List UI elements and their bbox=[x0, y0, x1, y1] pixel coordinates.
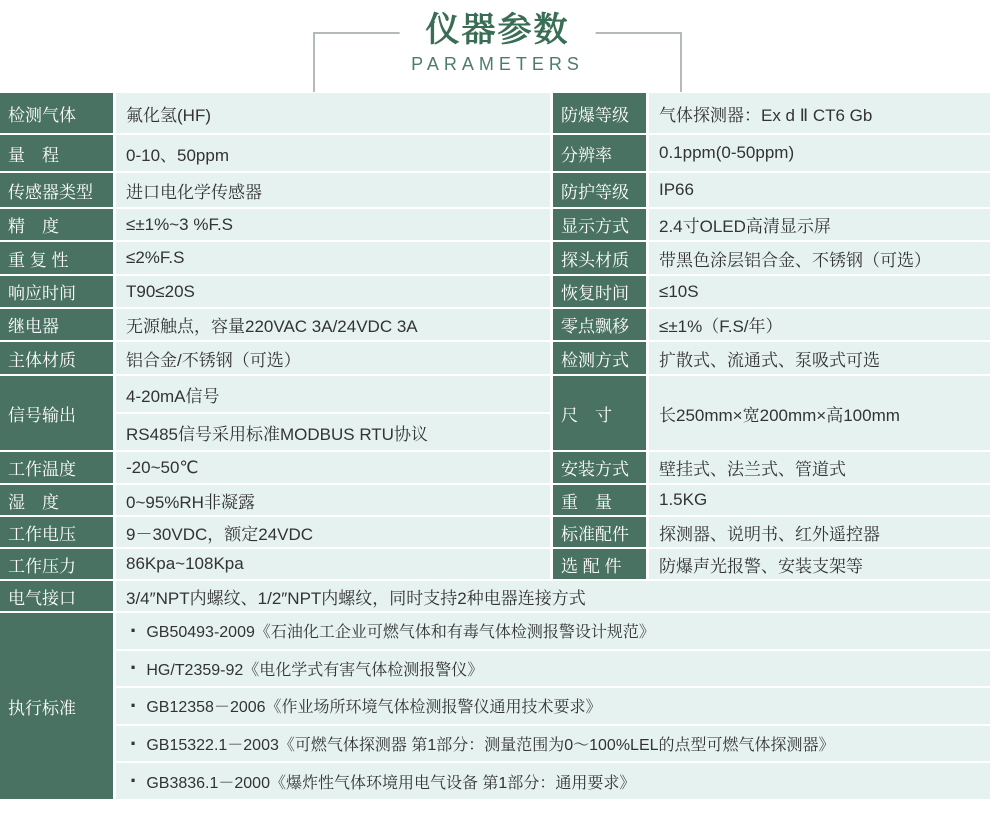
params-table bbox=[0, 93, 990, 799]
spec-value: T90≤20S bbox=[116, 276, 550, 307]
bullet-icon: · bbox=[130, 692, 138, 718]
standards-list bbox=[116, 613, 990, 799]
spec-value: -20~50℃ bbox=[116, 452, 550, 483]
spec-value: 86Kpa~108Kpa bbox=[116, 549, 550, 579]
spec-label: 工作压力 bbox=[0, 549, 113, 579]
spec-label: 湿 度 bbox=[0, 485, 113, 515]
spec-label: 防护等级 bbox=[553, 173, 646, 207]
spec-value: 4-20mA信号 bbox=[116, 376, 550, 412]
spec-label: 工作温度 bbox=[0, 452, 113, 483]
spec-label: 重 复 性 bbox=[0, 242, 113, 274]
spec-value: RS485信号采用标准MODBUS RTU协议 bbox=[116, 414, 550, 450]
spec-value: 0.1ppm(0-50ppm) bbox=[649, 135, 990, 171]
standard-item bbox=[116, 763, 990, 799]
spec-value: ≤10S bbox=[649, 276, 990, 307]
spec-label: 显示方式 bbox=[553, 209, 646, 240]
spec-label: 安装方式 bbox=[553, 452, 646, 483]
spec-value: 无源触点，容量220VAC 3A/24VDC 3A bbox=[116, 309, 550, 340]
spec-label: 零点飘移 bbox=[553, 309, 646, 340]
spec-label: 工作电压 bbox=[0, 517, 113, 547]
spec-value: 气体探测器：Ex d Ⅱ CT6 Gb bbox=[649, 93, 990, 133]
spec-label: 分辨率 bbox=[553, 135, 646, 171]
spec-value: 长250mm×宽200mm×高100mm bbox=[649, 376, 990, 450]
spec-value: 3/4″NPT内螺纹、1/2″NPT内螺纹，同时支持2种电器连接方式 bbox=[116, 581, 990, 611]
title-bracket bbox=[313, 11, 682, 92]
spec-value: ≤±1%（F.S/年） bbox=[649, 309, 990, 340]
spec-value: 1.5KG bbox=[649, 485, 990, 515]
spec-label: 量 程 bbox=[0, 135, 113, 171]
spec-value: 0-10、50ppm bbox=[116, 135, 550, 171]
spec-value: IP66 bbox=[649, 173, 990, 207]
page-title bbox=[399, 7, 596, 75]
standard-text: GB15322.1－2003《可燃气体探测器 第1部分：测量范围为0～100%LEL的点型可燃气体探测器》 bbox=[146, 737, 835, 755]
standard-text: HG/T2359-92《电化学式有害气体检测报警仪》 bbox=[146, 661, 484, 679]
spec-value: 9－30VDC，额定24VDC bbox=[116, 517, 550, 547]
standard-text: GB50493-2009《石油化工企业可燃气体和有毒气体检测报警设计规范》 bbox=[146, 624, 655, 642]
spec-label: 响应时间 bbox=[0, 276, 113, 307]
spec-value: 0~95%RH非凝露 bbox=[116, 485, 550, 515]
spec-label: 探头材质 bbox=[553, 242, 646, 274]
spec-value: 探测器、说明书、红外遥控器 bbox=[649, 517, 990, 547]
standard-text: GB12358－2006《作业场所环境气体检测报警仪通用技术要求》 bbox=[146, 699, 602, 717]
spec-label: 主体材质 bbox=[0, 342, 113, 374]
spec-label: 尺 寸 bbox=[553, 376, 646, 450]
standard-item bbox=[116, 726, 990, 762]
spec-value: 带黑色涂层铝合金、不锈钢（可选） bbox=[649, 242, 990, 274]
spec-value: 防爆声光报警、安装支架等 bbox=[649, 549, 990, 579]
bullet-icon: · bbox=[130, 730, 138, 756]
spec-label: 标准配件 bbox=[553, 517, 646, 547]
spec-label: 电气接口 bbox=[0, 581, 113, 611]
page-title-en: PARAMETERS bbox=[411, 54, 584, 74]
standard-item bbox=[116, 688, 990, 724]
spec-label: 继电器 bbox=[0, 309, 113, 340]
bullet-icon: · bbox=[130, 655, 138, 681]
spec-label: 选 配 件 bbox=[553, 549, 646, 579]
spec-label: 检测气体 bbox=[0, 93, 113, 133]
spec-label: 精 度 bbox=[0, 209, 113, 240]
spec-label: 传感器类型 bbox=[0, 173, 113, 207]
spec-label: 恢复时间 bbox=[553, 276, 646, 307]
standard-item bbox=[116, 651, 990, 687]
spec-value: 进口电化学传感器 bbox=[116, 173, 550, 207]
spec-value: 氟化氢(HF) bbox=[116, 93, 550, 133]
spec-label: 防爆等级 bbox=[553, 93, 646, 133]
standard-text: GB3836.1－2000《爆炸性气体环境用电气设备 第1部分：通用要求》 bbox=[146, 774, 636, 792]
spec-value: 2.4寸OLED高清显示屏 bbox=[649, 209, 990, 240]
spec-value: 铝合金/不锈钢（可选） bbox=[116, 342, 550, 374]
bullet-icon: · bbox=[130, 768, 138, 794]
spec-label: 执行标准 bbox=[0, 613, 113, 799]
page-title-cn: 仪器参数 bbox=[425, 11, 570, 49]
spec-value: ≤±1%~3 %F.S bbox=[116, 209, 550, 240]
spec-value: 壁挂式、法兰式、管道式 bbox=[649, 452, 990, 483]
spec-label: 检测方式 bbox=[553, 342, 646, 374]
standard-item bbox=[116, 613, 990, 649]
spec-label: 信号输出 bbox=[0, 376, 113, 450]
spec-value: 扩散式、流通式、泵吸式可选 bbox=[649, 342, 990, 374]
spec-label: 重 量 bbox=[553, 485, 646, 515]
bullet-icon: · bbox=[130, 617, 138, 643]
spec-value: ≤2%F.S bbox=[116, 242, 550, 274]
